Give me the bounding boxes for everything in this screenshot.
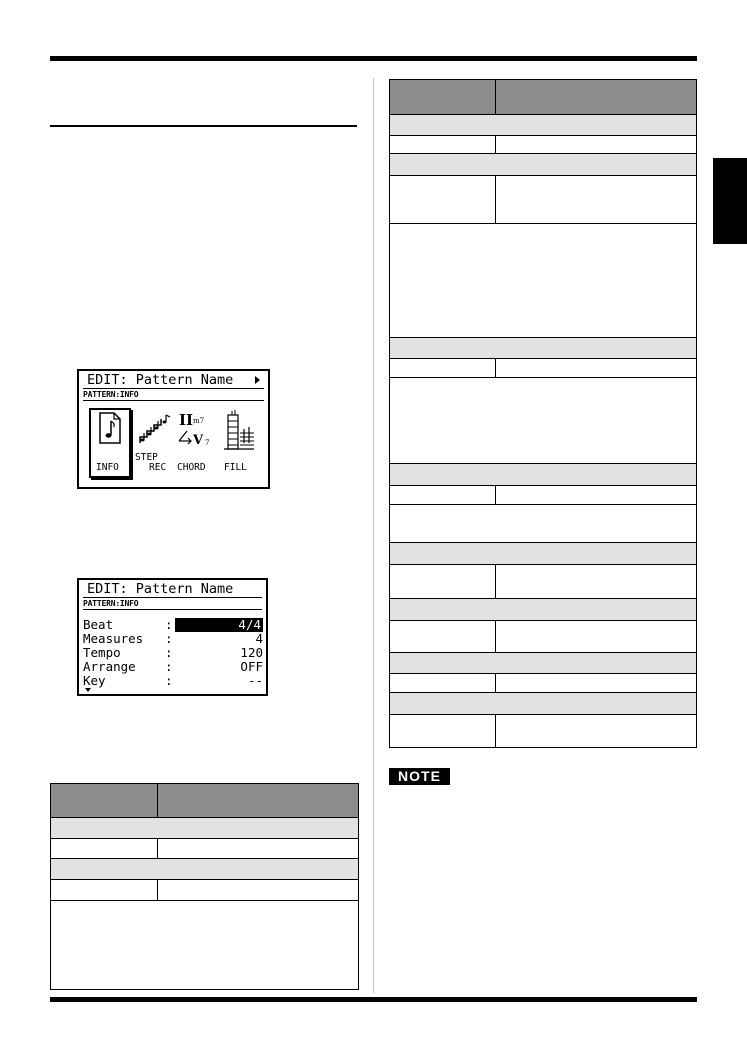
table-row: [51, 880, 358, 901]
note-icon: [98, 411, 122, 445]
chapter-side-tab: [713, 158, 747, 244]
param-row-arrange[interactable]: Arrange : OFF: [83, 659, 263, 674]
lcd-title-rule: [83, 597, 262, 598]
top-rule: [50, 56, 697, 61]
table-row: [390, 136, 696, 154]
table-group-band: [390, 114, 696, 136]
lcd-title: EDIT: Pattern Name: [87, 581, 234, 597]
fill-icon: [222, 409, 258, 453]
param-name: Key: [83, 673, 106, 688]
table-group-band: [51, 858, 358, 880]
param-value: 120: [240, 645, 263, 660]
table-header: [390, 80, 696, 115]
lcd-subtitle-rule: [83, 609, 262, 610]
param-name: Arrange: [83, 659, 136, 674]
table-row: [390, 715, 696, 748]
table-row: [390, 359, 696, 378]
table-group-band: [390, 542, 696, 565]
table-group-band: [51, 817, 358, 839]
param-row-key[interactable]: Key : --: [83, 673, 263, 688]
param-name: Measures: [83, 631, 144, 646]
table-description-row: [390, 505, 696, 543]
right-arrow-icon: [255, 376, 260, 384]
table-group-band: [390, 652, 696, 674]
table-row: [390, 486, 696, 505]
param-row-measures[interactable]: Measures : 4: [83, 631, 263, 646]
table-row: [390, 565, 696, 599]
lcd-subtitle-rule: [83, 400, 264, 401]
lcd-screen-info: [77, 578, 268, 696]
table-row: [390, 621, 696, 653]
param-row-tempo[interactable]: Tempo : 120: [83, 645, 263, 660]
lcd-screen-menu: [77, 369, 270, 489]
table-row: [51, 839, 358, 859]
table-description-row: [390, 224, 696, 338]
param-value: 4: [255, 631, 263, 646]
bottom-rule: [50, 997, 697, 1002]
param-value: --: [247, 673, 263, 688]
table-row: [390, 674, 696, 693]
param-name: Beat: [83, 617, 114, 632]
table-row: [390, 176, 696, 224]
table-group-band: [390, 463, 696, 486]
lcd-title: EDIT: Pattern Name: [87, 372, 234, 388]
param-row-beat[interactable]: Beat : 4/4: [83, 617, 261, 632]
param-value: OFF: [240, 659, 263, 674]
lcd-subtitle: PATTERN:INFO: [83, 599, 139, 608]
menu-item-step-label-1: STEP: [135, 452, 158, 463]
param-value-selected: 4/4: [175, 618, 263, 632]
parameter-table-right: [389, 79, 697, 748]
scroll-down-icon: [85, 688, 91, 692]
step-rec-icon: [136, 411, 172, 445]
table-group-band: [390, 337, 696, 359]
parameter-table-left: [50, 783, 359, 990]
param-name: Tempo: [83, 645, 121, 660]
note-badge: NOTE: [389, 768, 450, 785]
column-divider: [373, 78, 374, 993]
menu-item-info-label: INFO: [96, 462, 119, 473]
table-group-band: [390, 692, 696, 715]
menu-item-fill-label: FILL: [224, 462, 247, 473]
table-description-row: [51, 901, 358, 990]
table-header: [51, 784, 358, 818]
menu-item-step-label-2: REC: [149, 462, 167, 473]
section-heading-rule: [50, 125, 357, 127]
chord-icon: II m7 V 7: [179, 411, 210, 448]
menu-item-chord-label: CHORD: [177, 462, 206, 473]
table-group-band: [390, 598, 696, 621]
lcd-title-rule: [83, 388, 264, 389]
lcd-subtitle: PATTERN:INFO: [83, 390, 139, 399]
table-group-band: [390, 153, 696, 176]
table-description-row: [390, 378, 696, 464]
